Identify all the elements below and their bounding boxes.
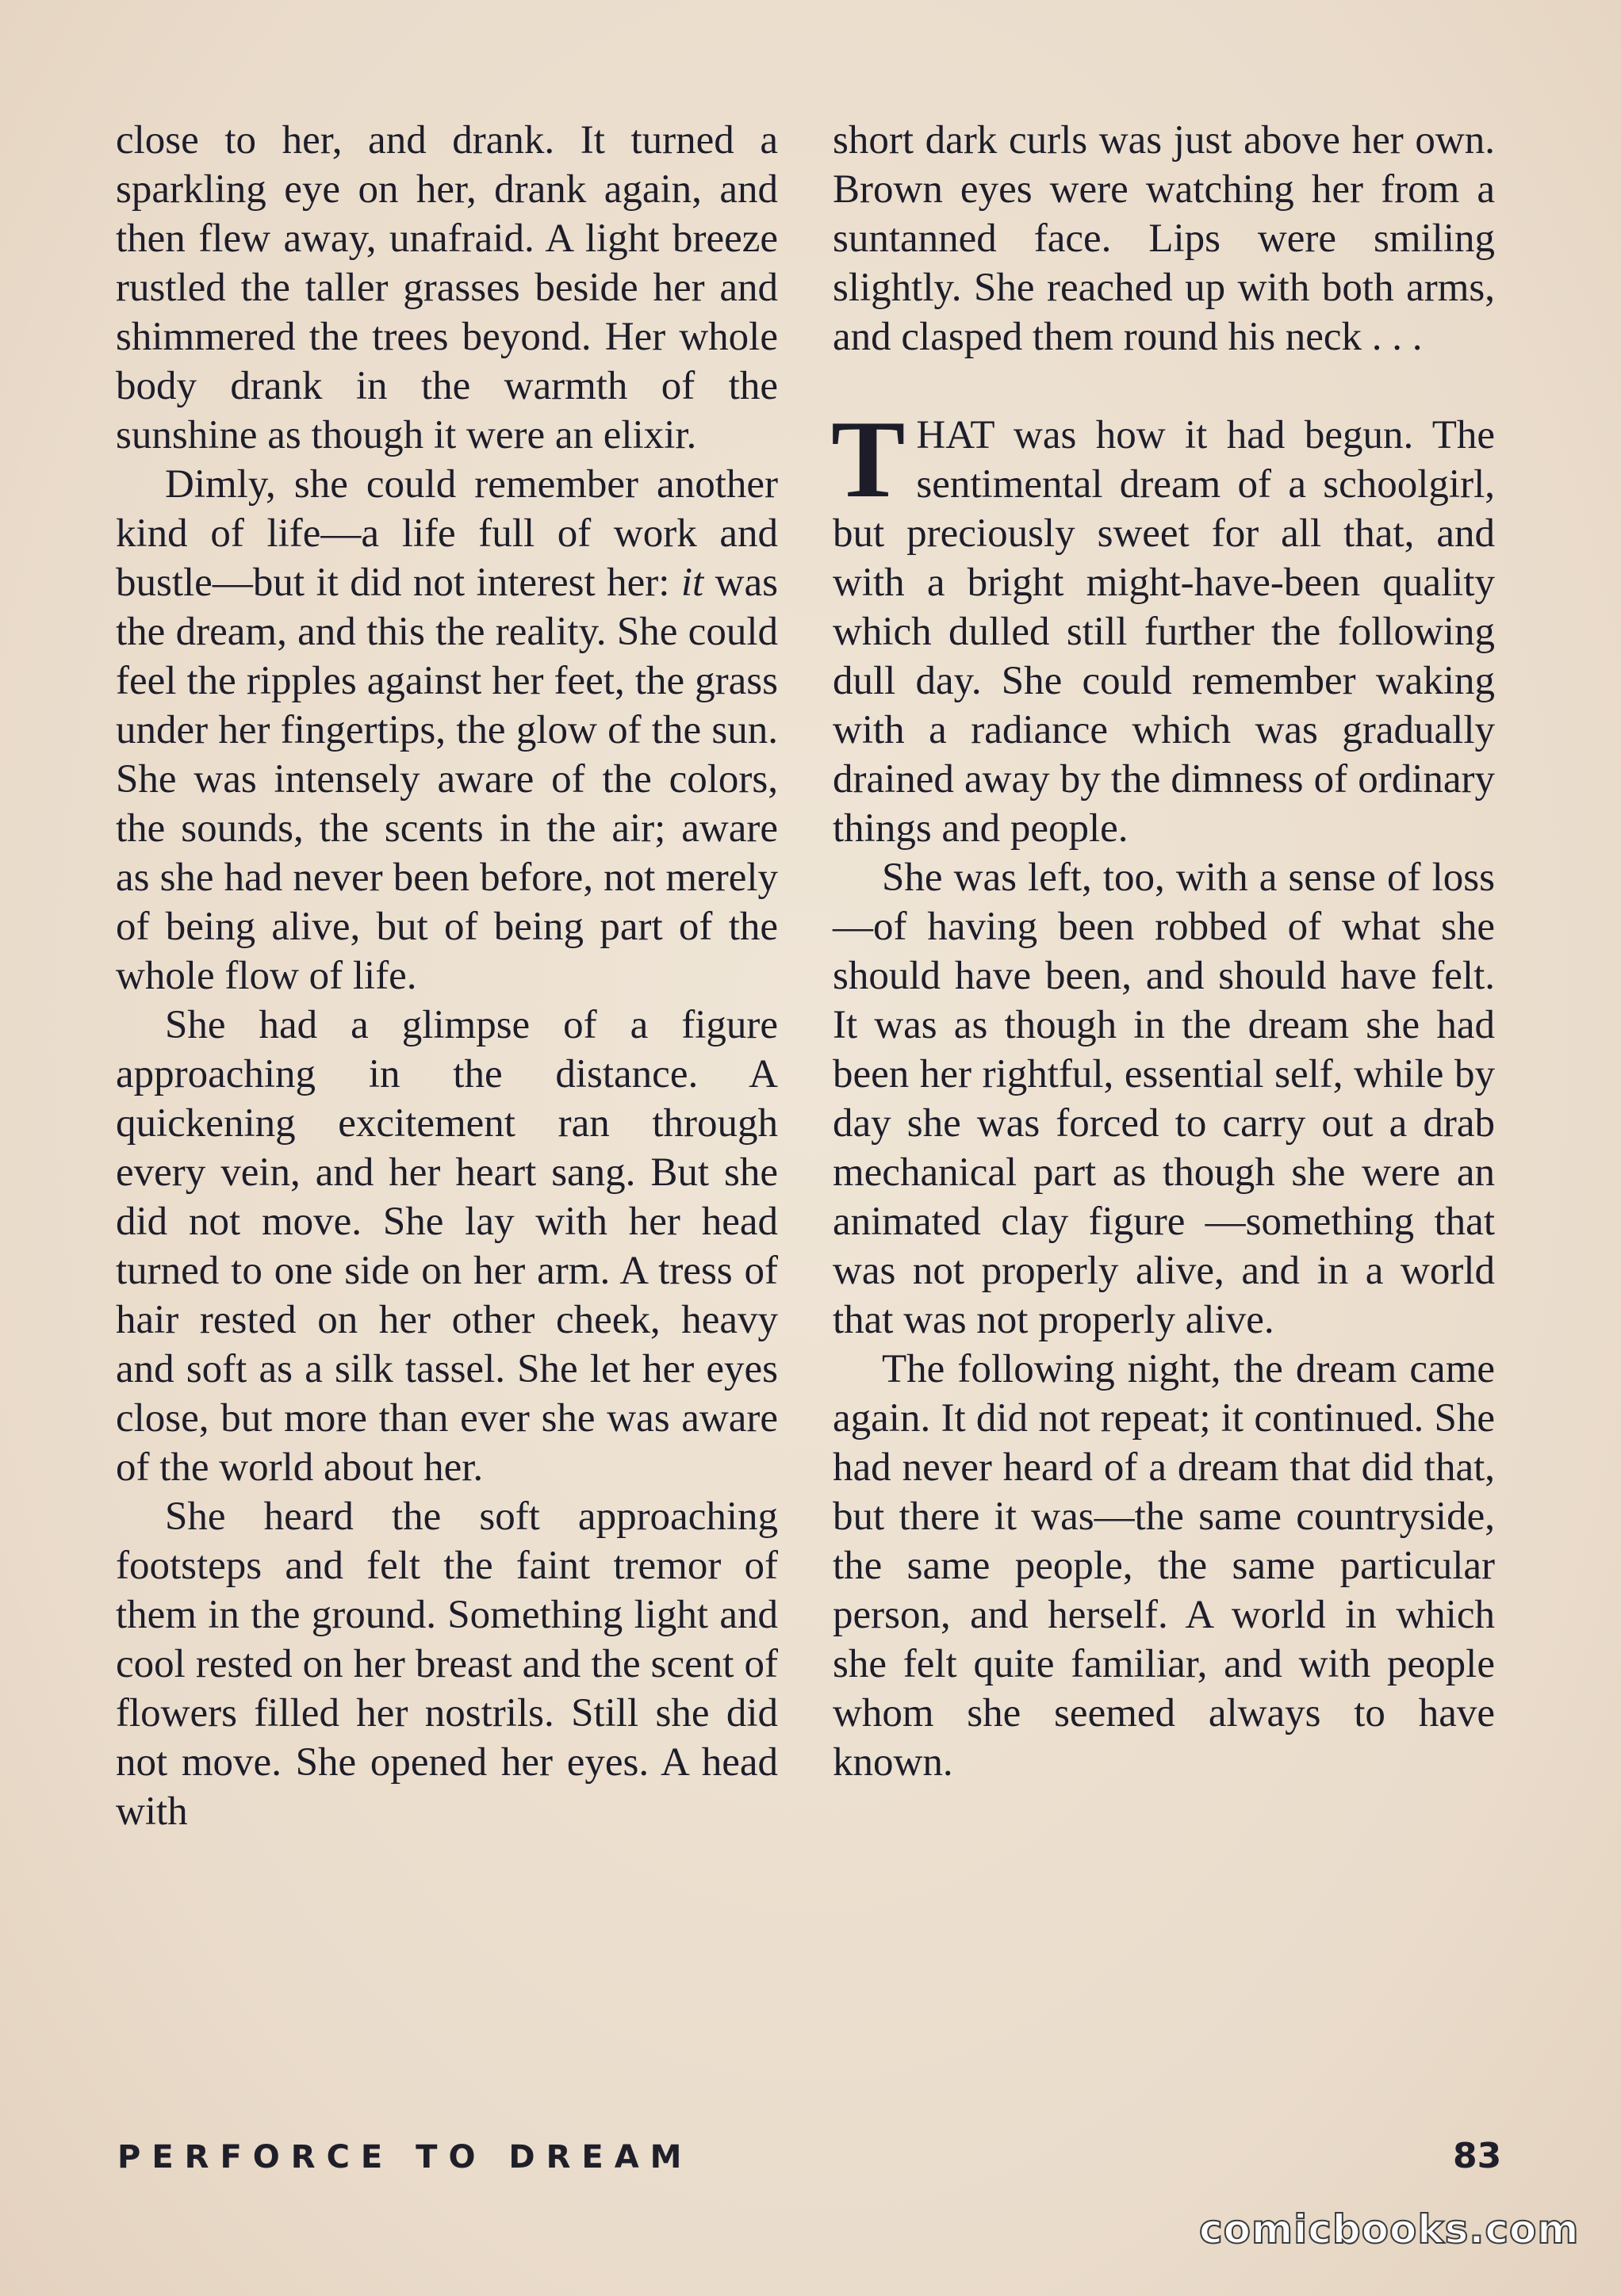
right-paragraph-4: The following night, the dream came again. It did not repeat; it continued. She had never heard of a dream that did that, but there it was—the same countryside, the same people, the same particular person, and herself. A world in which she felt quite familiar, and with people whom she seemed always to have known. xyxy=(833,1347,1495,1785)
right-column xyxy=(833,116,1495,1787)
left-paragraph-2 xyxy=(116,460,778,1001)
left-paragraph-4: She heard the soft approaching footsteps and felt the faint tremor of them in the ground. Something light and cool rested on her breast and the scent of flowers filled her nostrils. Still she did not move. She opened her eyes. A head with xyxy=(116,1494,778,1834)
section-break xyxy=(833,362,1495,411)
left-paragraph-2-start: Dimly, she could remember another kind of life—a life full of work and bustle—but it did not interest her: xyxy=(116,462,778,605)
page-number: 83 xyxy=(1453,2136,1502,2176)
left-paragraph-1: close to her, and drank. It turned a sparkling eye on her, drank again, and then flew away, unafraid. A light breeze rustled the taller grasses beside her and shimmered the trees beyond. Her whole body drank in the warmth of the sunshine as though it were an elixir. xyxy=(116,118,778,457)
left-column xyxy=(116,116,778,1836)
site-watermark: comicbooks.com xyxy=(1199,2206,1580,2252)
right-paragraph-1: short dark curls was just above her own. Brown eyes were watching her from a suntanned face. Lips were smiling slightly. She reached up with both arms, and clasped them round his neck . . . xyxy=(833,118,1495,359)
right-paragraph-2 xyxy=(831,398,1495,853)
right-paragraph-2-text: HAT was how it had begun. The sentimental dream of a schoolgirl, but preciously sweet for all that, and with a bright might-have-been quality which dulled still further the following dull day. She could remember waking with a radiance which was gradually drained away by the dimness of ordinary things and people. xyxy=(833,413,1495,851)
running-footer-title: PERFORCE TO DREAM xyxy=(117,2139,693,2175)
emphasis-it: it xyxy=(680,561,704,605)
drop-cap-letter: T xyxy=(831,398,906,521)
right-paragraph-3: She was left, too, with a sense of loss—of having been robbed of what she should have been, and should have felt. It was as though in the dream she had been her rightful, essential self, while by day she was forced to carry out a drab mechanical part as though she were an animated clay figure —something that was not properly alive, and in a world that was not properly alive. xyxy=(833,855,1495,1342)
left-paragraph-2-end: was the dream, and this the reality. She could feel the ripples against her feet, the grass under her fingertips, the glow of the sun. She was intensely aware of the colors, the sounds, the scents in the air; aware as she had never been before, not merely of being alive, but of being part of the whole flow of life. xyxy=(116,561,778,998)
left-paragraph-3: She had a glimpse of a figure approaching in the distance. A quickening excitement ran through every vein, and her heart sang. But she did not move. She lay with her head turned to one side on her arm. A tress of hair rested on her other cheek, heavy and soft as a silk tassel. She let her eyes close, but more than ever she was aware of the world about her. xyxy=(116,1003,778,1490)
